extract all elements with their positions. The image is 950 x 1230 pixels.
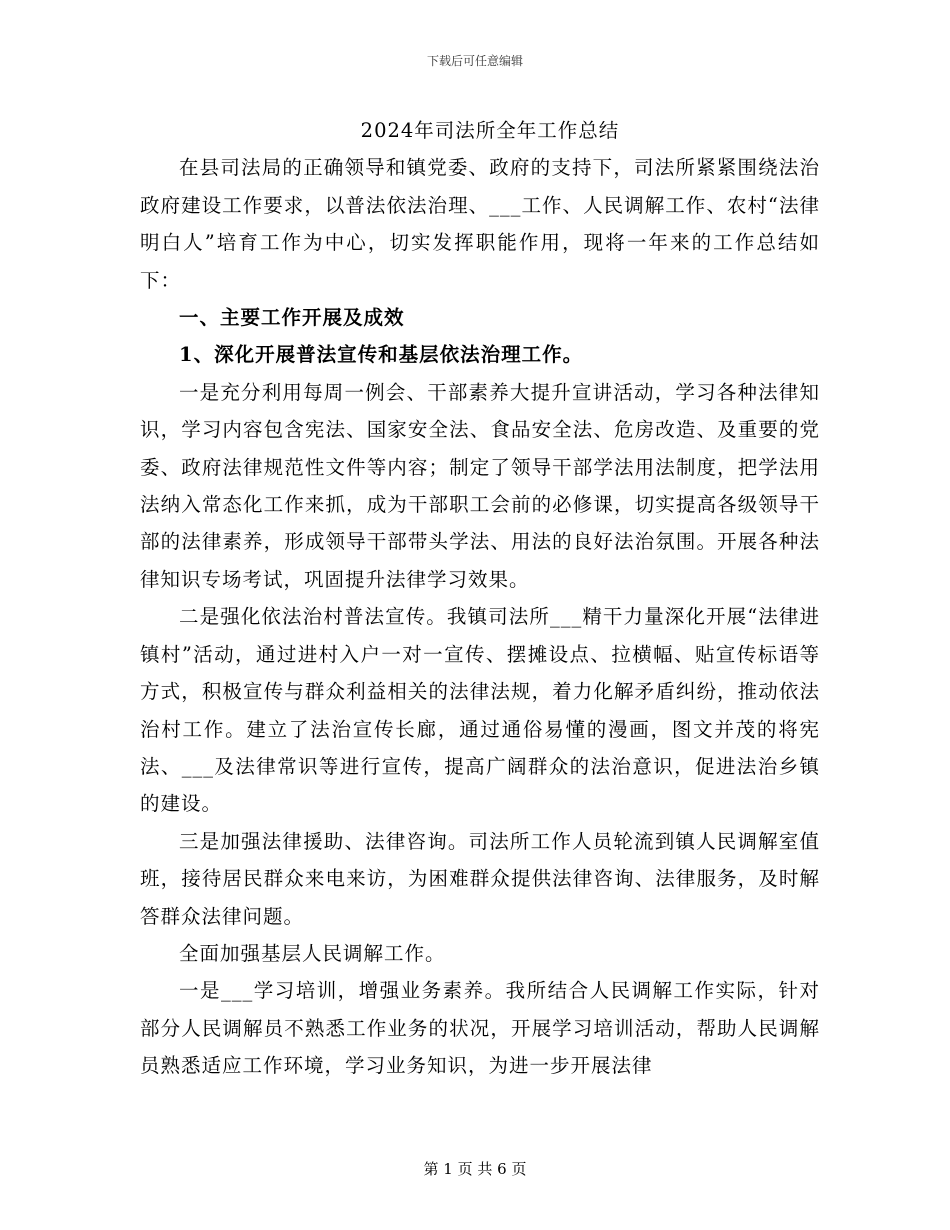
subsection-heading: 1、深化开展普法宣传和基层依法治理工作。 [179, 343, 584, 367]
document-title: 2024年司法所全年工作总结 [360, 119, 620, 142]
body-paragraph: 二是强化依法治村普法宣传。我镇司法所___精干力量深化开展“法律进镇村”活动，通过进村入户一对一宣传、摆摊设点、拉横幅、贴宣传标语等方式，积极宣传与群众利益相关的法律法规，着力化解矛盾纠纷，推动依法治村工作。建立了法治宣传长廊，通过通俗易懂的漫画，图文并茂的将宪法、___及法律常识等进行宣传，提高广阔群众的法治意识，促进法治乡镇的建设。 [140, 605, 820, 816]
body-paragraph: 三是加强法律援助、法律咨询。司法所工作人员轮流到镇人民调解室值班，接待居民群众来电来访，为困难群众提供法律咨询、法律服务，及时解答群众法律问题。 [140, 829, 820, 928]
section-heading: 一、主要工作开展及成效 [179, 306, 405, 330]
body-paragraph: 一是充分利用每周一例会、干部素养大提升宣讲活动，学习各种法律知识，学习内容包含宪法、国家安全法、食品安全法、危房改造、及重要的党委、政府法律规范性文件等内容；制定了领导干部学法用法制度，把学法用法纳入常态化工作来抓，成为干部职工会前的必修课，切实提高各级领导干部的法律素养，形成领导干部带头学法、用法的良好法治氛围。开展各种法律知识专场考试，巩固提升法律学习效果。 [140, 380, 820, 591]
body-paragraph: 一是___学习培训，增强业务素养。我所结合人民调解工作实际，针对部分人民调解员不熟悉工作业务的状况，开展学习培训活动，帮助人民调解员熟悉适应工作环境，学习业务知识，为进一步开展法律 [140, 979, 820, 1078]
document-body [140, 112, 820, 1085]
page-number: 第 1 页 共 6 页 [423, 1160, 527, 1178]
intro-paragraph: 在县司法局的正确领导和镇党委、政府的支持下，司法所紧紧围绕法治政府建设工作要求，以普法依法治理、___工作、人民调解工作、农村“法律明白人”培育工作为中心，切实发挥职能作用，现将一年来的工作总结如下： [140, 156, 820, 292]
page-header-note: 下载后可任意编辑 [426, 54, 523, 68]
body-paragraph: 全面加强基层人民调解工作。 [179, 941, 446, 965]
